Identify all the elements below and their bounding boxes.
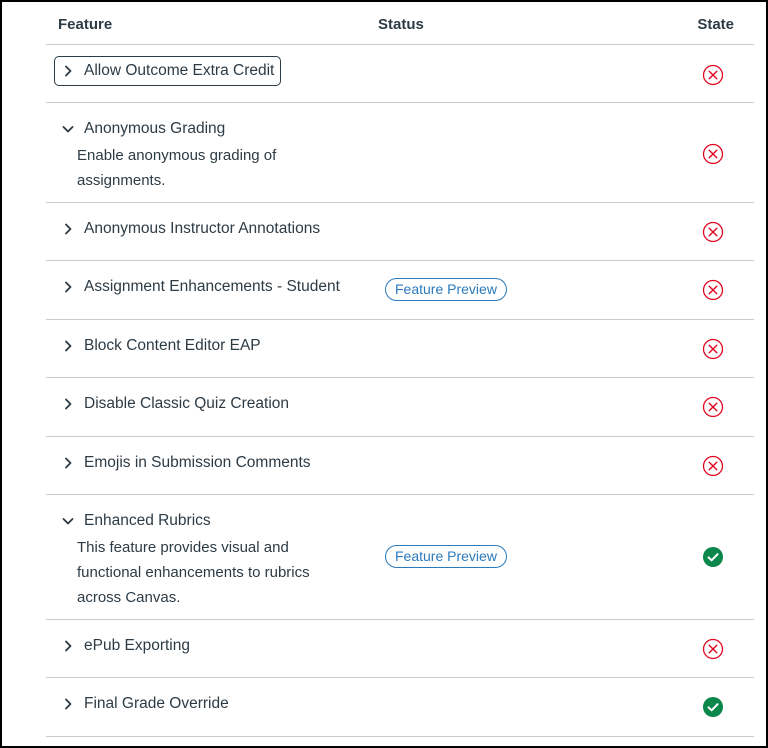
x-circle-icon[interactable] [702,279,724,301]
feature-preview-badge: Feature Preview [385,545,507,568]
state-column-header: State [697,16,734,33]
feature-row [46,495,754,620]
feature-description [77,535,310,610]
x-circle-icon[interactable] [702,221,724,243]
feature-expand-toggle[interactable] [54,447,318,479]
x-circle-icon[interactable] [702,638,724,660]
feature-column-header: Feature [58,16,113,33]
feature-row [46,378,754,437]
chevron-down-icon [61,514,75,528]
chevron-right-icon [61,639,75,653]
feature-rows [46,45,754,737]
feature-label: Assignment Enhancements - Student [84,278,340,295]
feature-description [77,143,276,193]
feature-expand-toggle[interactable] [54,630,197,662]
feature-description-line: across Canvas. [77,589,181,606]
feature-label: Block Content Editor EAP [84,337,261,354]
check-circle-icon[interactable] [702,696,724,718]
feature-description-line: Enable anonymous grading of [77,147,277,164]
feature-label: Disable Classic Quiz Creation [84,395,290,412]
feature-label: Enhanced Rubrics [84,512,211,529]
feature-row [46,620,754,678]
feature-expand-toggle[interactable] [54,271,347,303]
feature-expand-toggle[interactable] [54,505,218,537]
chevron-right-icon [61,397,75,411]
x-circle-icon[interactable] [702,64,724,86]
feature-description-line: This feature provides visual and [77,539,289,556]
feature-row [46,203,754,261]
chevron-right-icon [61,280,75,294]
feature-label: ePub Exporting [84,637,190,654]
feature-label: Allow Outcome Extra Credit [84,62,275,79]
feature-preview-badge: Feature Preview [385,278,507,301]
x-circle-icon[interactable] [702,143,724,165]
feature-label: Anonymous Grading [84,120,226,137]
feature-expand-toggle[interactable] [54,56,281,86]
chevron-right-icon [61,222,75,236]
feature-description-line: assignments. [77,172,166,189]
feature-expand-toggle[interactable] [54,388,296,420]
feature-row [46,261,754,320]
feature-expand-toggle[interactable] [54,688,236,720]
chevron-right-icon [61,339,75,353]
x-circle-icon[interactable] [702,396,724,418]
chevron-down-icon [61,122,75,136]
status-column-header: Status [378,16,424,33]
feature-expand-toggle[interactable] [54,330,268,362]
feature-expand-toggle[interactable] [54,113,232,145]
check-circle-icon[interactable] [702,546,724,568]
feature-row [46,678,754,737]
x-circle-icon[interactable] [702,338,724,360]
feature-table [46,2,754,737]
feature-label: Anonymous Instructor Annotations [84,220,321,237]
feature-label: Final Grade Override [84,695,229,712]
feature-row [46,437,754,495]
chevron-right-icon [61,697,75,711]
chevron-right-icon [61,456,75,470]
feature-row [46,45,754,103]
x-circle-icon[interactable] [702,455,724,477]
feature-row [46,320,754,378]
feature-description-line: functional enhancements to rubrics [77,564,310,581]
feature-row [46,103,754,203]
feature-label: Emojis in Submission Comments [84,454,311,471]
chevron-right-icon [61,64,75,78]
feature-expand-toggle[interactable] [54,213,327,245]
table-header [46,2,754,45]
